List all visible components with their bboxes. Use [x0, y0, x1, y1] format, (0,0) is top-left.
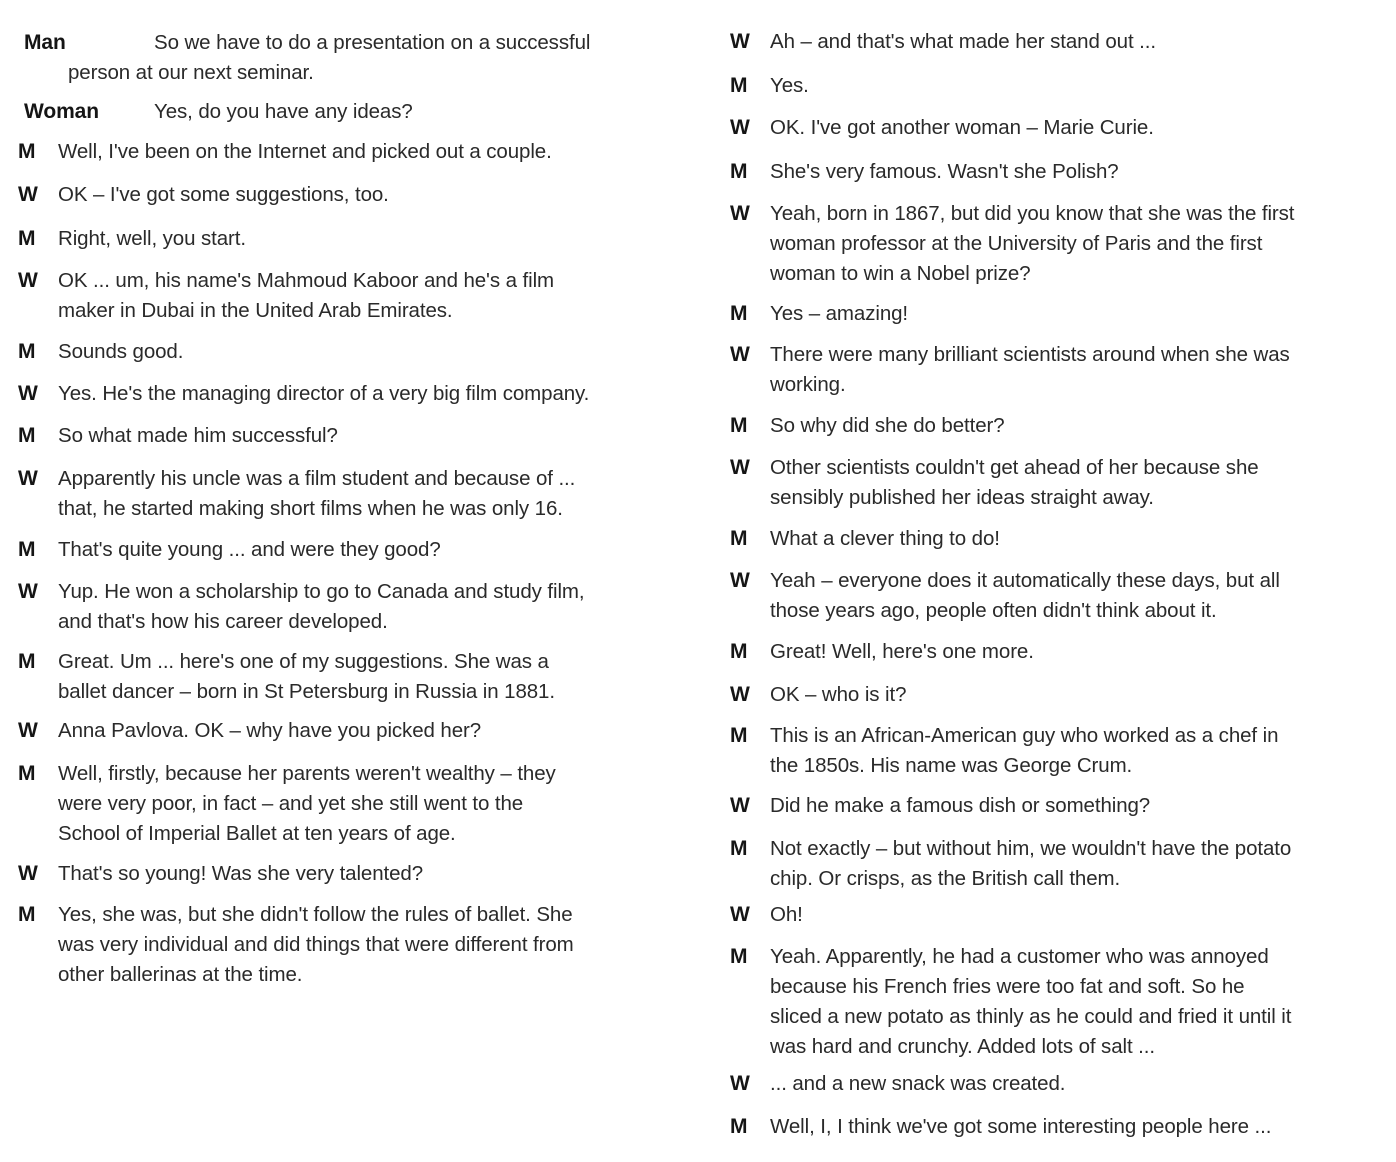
- dialogue-turn: [728, 900, 1368, 930]
- dialogue-turn: [728, 340, 1368, 400]
- speaker-label: M: [730, 527, 748, 550]
- dialogue-text: Well, I've been on the Internet and picked out a couple.: [58, 140, 552, 163]
- speaker-label: W: [18, 580, 38, 603]
- dialogue-text: OK. I've got another woman – Marie Curie.: [770, 116, 1154, 139]
- dialogue-turn: [728, 942, 1368, 1062]
- dialogue-text: There were many brilliant scientists around when she was working.: [770, 343, 1290, 396]
- dialogue-turn: [16, 421, 656, 451]
- speaker-label: M: [730, 302, 748, 325]
- dialogue-text: Did he make a famous dish or something?: [770, 794, 1151, 817]
- speaker-label: M: [730, 414, 748, 437]
- dialogue-text: So what made him successful?: [58, 424, 338, 447]
- dialogue-text: OK – I've got some suggestions, too.: [58, 183, 389, 206]
- dialogue-turn: [16, 577, 656, 637]
- dialogue-text: She's very famous. Wasn't she Polish?: [770, 160, 1119, 183]
- speaker-label: M: [18, 650, 36, 673]
- dialogue-turn: [728, 113, 1368, 143]
- dialogue-text: Well, I, I think we've got some interesting people here ...: [770, 1115, 1272, 1138]
- dialogue-turn: [16, 97, 656, 127]
- dialogue-text: So why did she do better?: [770, 414, 1005, 437]
- dialogue-text: Yup. He won a scholarship to go to Canada and study film, and that's how his career developed.: [58, 580, 585, 633]
- dialogue-turn: [16, 464, 656, 524]
- speaker-label: W: [730, 1072, 750, 1095]
- dialogue-turn: [16, 900, 656, 990]
- speaker-label: W: [18, 183, 38, 206]
- dialogue-turn: [728, 524, 1368, 554]
- speaker-label: M: [730, 837, 748, 860]
- dialogue-text: So we have to do a presentation on a successful person at our next seminar.: [68, 31, 591, 84]
- dialogue-turn: [16, 759, 656, 849]
- dialogue-text: Not exactly – but without him, we wouldn't have the potato chip. Or crisps, as the British call them.: [770, 837, 1292, 890]
- speaker-label: M: [18, 762, 36, 785]
- speaker-label: W: [730, 794, 750, 817]
- dialogue-turn: [728, 791, 1368, 821]
- dialogue-text: That's so young! Was she very talented?: [58, 862, 424, 885]
- dialogue-text: What a clever thing to do!: [770, 527, 1000, 550]
- speaker-label: M: [730, 1115, 748, 1138]
- dialogue-turn: [728, 680, 1368, 710]
- speaker-label: W: [730, 30, 750, 53]
- speaker-label: Woman: [24, 100, 99, 123]
- speaker-label: W: [18, 719, 38, 742]
- dialogue-text: Sounds good.: [58, 340, 184, 363]
- speaker-label: Man: [24, 31, 66, 54]
- dialogue-text: Oh!: [770, 903, 803, 926]
- speaker-label: W: [730, 456, 750, 479]
- speaker-label: W: [18, 862, 38, 885]
- dialogue-turn: [728, 411, 1368, 441]
- dialogue-turn: [16, 716, 656, 746]
- dialogue-text: Yes. He's the managing director of a very big film company.: [58, 382, 590, 405]
- dialogue-text: Yeah – everyone does it automatically these days, but all those years ago, people often didn't think about it.: [770, 569, 1280, 622]
- dialogue-text: Other scientists couldn't get ahead of her because she sensibly published her ideas straight away.: [770, 456, 1259, 509]
- dialogue-turn: [16, 28, 656, 88]
- dialogue-turn: [16, 137, 656, 167]
- speaker-label: M: [730, 74, 748, 97]
- dialogue-turn: [16, 224, 656, 254]
- dialogue-turn: [16, 379, 656, 409]
- dialogue-text: OK ... um, his name's Mahmoud Kaboor and he's a film maker in Dubai in the United Arab Emirates.: [58, 269, 554, 322]
- speaker-label: M: [730, 640, 748, 663]
- dialogue-text: Yeah, born in 1867, but did you know that she was the first woman professor at the University of Paris and the first woman to win a Nobel prize?: [770, 202, 1295, 285]
- speaker-label: M: [18, 340, 36, 363]
- dialogue-text: Well, firstly, because her parents weren't wealthy – they were very poor, in fact – and yet she still went to the School of Imperial Ballet at ten years of age.: [58, 762, 556, 845]
- speaker-label: M: [18, 903, 36, 926]
- speaker-label: W: [730, 903, 750, 926]
- speaker-label: W: [730, 202, 750, 225]
- dialogue-text: Yes, do you have any ideas?: [154, 100, 413, 123]
- dialogue-turn: [728, 453, 1368, 513]
- speaker-label: W: [18, 269, 38, 292]
- speaker-label: M: [18, 424, 36, 447]
- dialogue-text: OK – who is it?: [770, 683, 907, 706]
- dialogue-text: Yes, she was, but she didn't follow the rules of ballet. She was very individual and did things that were different from other ballerinas at the time.: [58, 903, 574, 986]
- speaker-label: M: [730, 160, 748, 183]
- dialogue-turn: [16, 337, 656, 367]
- speaker-label: W: [730, 116, 750, 139]
- dialogue-turn: [728, 71, 1368, 101]
- dialogue-turn: [728, 834, 1368, 894]
- speaker-label: M: [18, 227, 36, 250]
- dialogue-turn: [728, 27, 1368, 57]
- dialogue-text: Ah – and that's what made her stand out ...: [770, 30, 1156, 53]
- dialogue-turn: [16, 535, 656, 565]
- dialogue-turn: [728, 199, 1368, 289]
- dialogue-turn: [728, 566, 1368, 626]
- dialogue-turn: [16, 859, 656, 889]
- speaker-label: W: [730, 343, 750, 366]
- dialogue-text: Great. Um ... here's one of my suggestions. She was a ballet dancer – born in St Petersburg in Russia in 1881.: [58, 650, 555, 703]
- dialogue-turn: [16, 180, 656, 210]
- dialogue-text: Yeah. Apparently, he had a customer who was annoyed because his French fries were too fat and soft. So he sliced a new potato as thinly as he could and fried it until it was hard and crunchy. Added lots of salt ...: [770, 945, 1292, 1058]
- speaker-label: W: [18, 382, 38, 405]
- speaker-label: M: [18, 140, 36, 163]
- dialogue-text: That's quite young ... and were they good?: [58, 538, 441, 561]
- dialogue-turn: [16, 647, 656, 707]
- dialogue-text: Right, well, you start.: [58, 227, 246, 250]
- dialogue-text: Yes.: [770, 74, 809, 97]
- dialogue-turn: [728, 721, 1368, 781]
- dialogue-turn: [16, 266, 656, 326]
- dialogue-text: Anna Pavlova. OK – why have you picked her?: [58, 719, 482, 742]
- dialogue-text: ... and a new snack was created.: [770, 1072, 1066, 1095]
- dialogue-text: Apparently his uncle was a film student and because of ... that, he started making short films when he was only 16.: [58, 467, 576, 520]
- speaker-label: M: [730, 724, 748, 747]
- dialogue-text: This is an African-American guy who worked as a chef in the 1850s. His name was George Crum.: [770, 724, 1279, 777]
- speaker-label: W: [730, 683, 750, 706]
- dialogue-turn: [728, 637, 1368, 667]
- dialogue-text: Great! Well, here's one more.: [770, 640, 1034, 663]
- speaker-label: W: [18, 467, 38, 490]
- dialogue-turn: [728, 1112, 1368, 1142]
- dialogue-turn: [728, 157, 1368, 187]
- speaker-label: M: [18, 538, 36, 561]
- dialogue-text: Yes – amazing!: [770, 302, 909, 325]
- dialogue-turn: [728, 1069, 1368, 1099]
- speaker-label: M: [730, 945, 748, 968]
- dialogue-turn: [728, 299, 1368, 329]
- speaker-label: W: [730, 569, 750, 592]
